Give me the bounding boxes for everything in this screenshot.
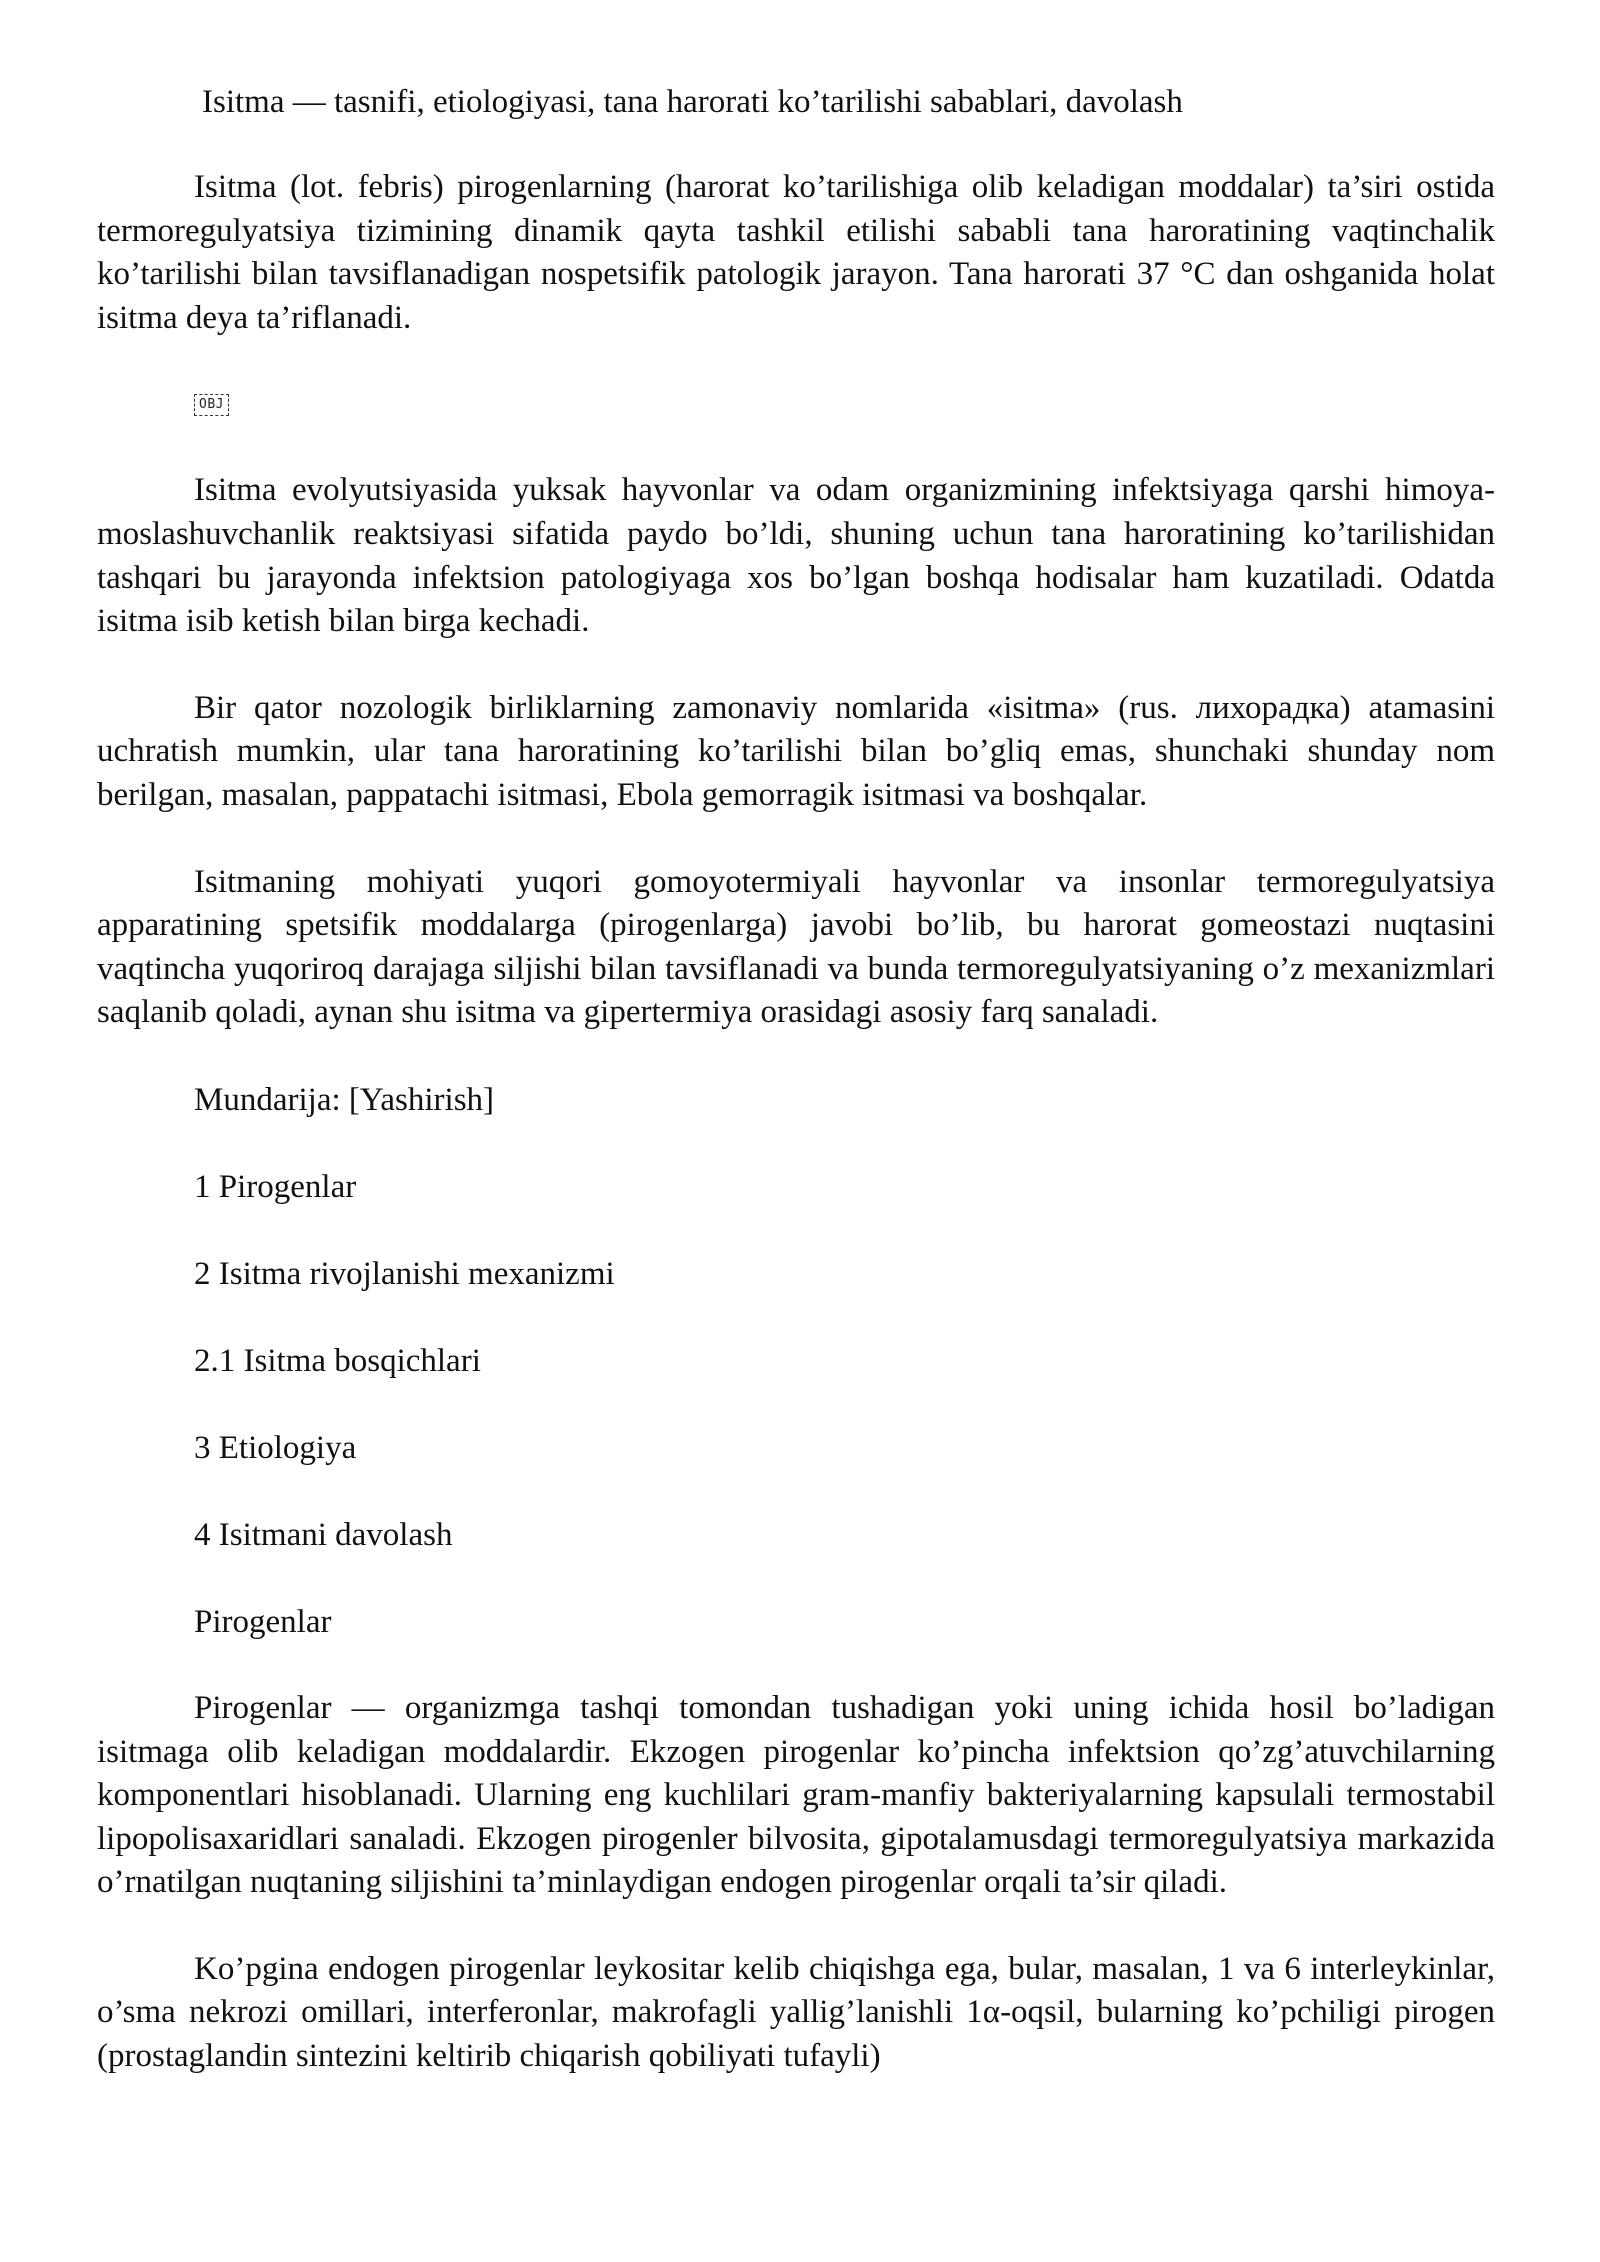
intro-paragraph: Isitma (lot. febris) pirogenlarning (harorat ko’tarilishiga olib keladigan moddalar) ta’siri ostida termoregulyatsiya tizimining dinamik qayta tashkil etilishi sababli tana haroratining vaqtinchalik ko’tarilishi bilan tavsiflanadigan nospetsifik patologik jarayon. Tana harorati 37 °C dan oshganida holat isitma deya ta’riflanadi. bbox=[97, 169, 1495, 336]
section-paragraph: Ko’pgina endogen pirogenlar leykositar kelib chiqishga ega, bular, masalan, 1 va 6 interleykinlar, o’sma nekrozi omillari, interferonlar, makrofagli yallig’lanishli 1α-oqsil, bularning ko’pchiligi pirogen (prostaglandin sintezini keltirib chiqarish qobiliyati tufayli) bbox=[97, 1950, 1495, 2075]
essence-paragraph: Isitmaning mohiyati yuqori gomoyotermiyali hayvonlar va insonlar termoregulyatsiya apparatining spetsifik moddalarga (pirogenlarga) javobi bo’lib, bu harorat gomeostazi nuqtasini vaqtincha yuqoriroq darajaga siljishi bilan tavsiflanadi va bunda termoregulyatsiyaning o’z mexanizmlari saqlanib qoladi, aynan shu isitma va gipertermiya orasidagi asosiy farq sanaladi. bbox=[97, 863, 1495, 1031]
toc-item-etiologiya[interactable]: 3 Etiologiya bbox=[194, 1429, 357, 1466]
document-page bbox=[97, 80, 1495, 2079]
toc-toggle[interactable]: Mundarija: [Yashirish] bbox=[194, 1081, 495, 1118]
section-heading: Pirogenlar bbox=[194, 1603, 332, 1640]
toc-item-bosqichlari[interactable]: 2.1 Isitma bosqichlari bbox=[194, 1342, 481, 1379]
document-title: Isitma — tasnifi, etiologiyasi, tana harorati ko’tarilishi sabablari, davolash bbox=[202, 84, 1183, 120]
toc-item-mexanizmi[interactable]: 2 Isitma rivojlanishi mexanizmi bbox=[194, 1255, 615, 1292]
table-of-contents bbox=[97, 1165, 1495, 1557]
nosology-paragraph: Bir qator nozologik birliklarning zamonaviy nomlarida «isitma» (rus. лихорадка) atamasini uchratish mumkin, ular tana haroratining ko’tarilishi bilan bo’gliq emas, shunchaki shunday nom berilgan, masalan, pappatachi isitmasi, Ebola gemorragik isitmasi va boshqalar. bbox=[97, 689, 1495, 813]
section-paragraph: Pirogenlar — organizmga tashqi tomondan tushadigan yoki uning ichida hosil bo’ladigan isitmaga olib keladigan moddalardir. Ekzogen pirogenlar ko’pincha infektsion qo’zg’atuvchilarning komponentlari hisoblanadi. Ularning eng kuchlilari gram-manfiy bakteriyalarning kapsulali termostabil lipopolisaxaridlari sanaladi. Ekzogen pirogenler bilvosita, gipotalamusdagi termoregulyatsiya markazida o’rnatilgan nuqtaning siljishini ta’minlaydigan endogen pirogenlar orqali ta’sir qiladi. bbox=[97, 1689, 1495, 1901]
toc-item-pirogenlar[interactable]: 1 Pirogenlar bbox=[194, 1168, 357, 1205]
embedded-object bbox=[194, 383, 1495, 427]
evolution-paragraph: Isitma evolyutsiyasida yuksak hayvonlar va odam organizmining infektsiyaga qarshi himoya-moslashuvchanlik reaktsiyasi sifatida paydo bo’ldi, shuning uchun tana haroratining ko’tarilishidan tashqari bu jarayonda infektsion patologiyaga xos bo’lgan boshqa hodisalar ham kuzatiladi. Odatda isitma isib ketish bilan birga kechadi. bbox=[97, 472, 1495, 640]
object-placeholder-icon: OBJ bbox=[194, 394, 229, 416]
toc-item-davolash[interactable]: 4 Isitmani davolash bbox=[194, 1516, 453, 1553]
